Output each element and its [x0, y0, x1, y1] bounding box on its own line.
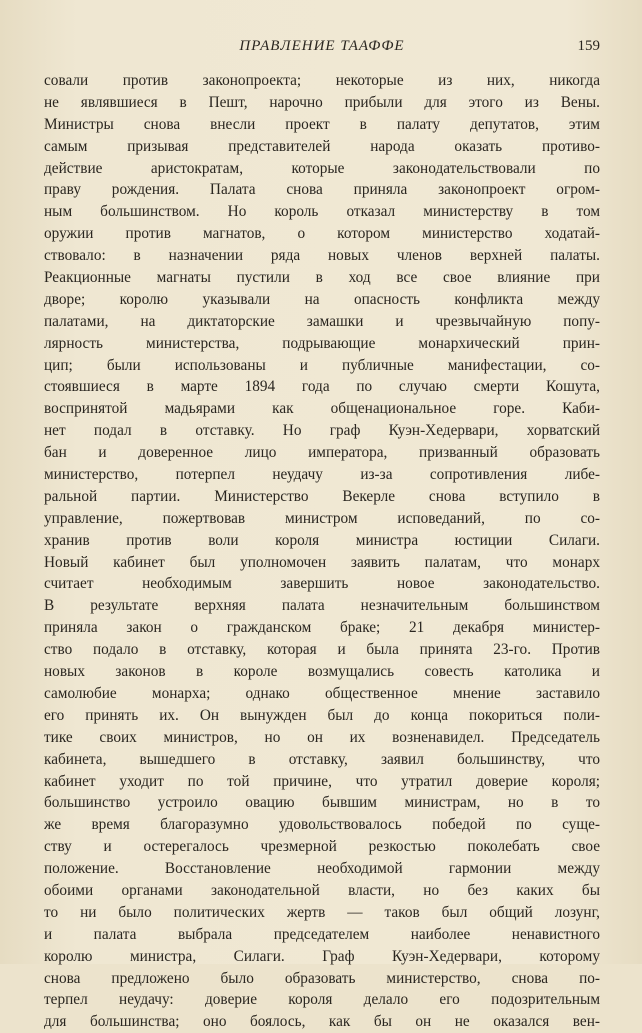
text-line: самолюбие монарха; однако общественное мнение заставило	[44, 684, 600, 702]
text-line: большинство устроило овацию бывшим министрам, но в то	[44, 794, 600, 812]
text-line: тике своих министров, но он их возненавидел. Председатель	[44, 728, 600, 746]
text-line: считает необходимым завершить новое законодательство.	[44, 575, 600, 593]
text-line: совали против законопроекта; некоторые из них, никогда	[44, 72, 600, 89]
text-line: министерство, потерпел неудачу из-за сопротивления либе-	[44, 466, 600, 484]
text-line: палатами, на диктаторские замашки и чрезвычайную попу-	[44, 312, 600, 330]
text-line: Министры снова внесли проект в палату депутатов, этим	[44, 115, 600, 133]
text-line: хранив против воли короля министра юстиции Силаги.	[44, 531, 600, 549]
text-line: В результате верхняя палата незначительным большинством	[44, 597, 600, 615]
text-line: стоявшиеся в марте 1894 года по случаю смерти Кошута,	[44, 378, 600, 396]
page-header	[44, 38, 600, 62]
page-number: 159	[577, 38, 600, 54]
text-line: Новый кабинет был уполномочен заявить палатам, что монарх	[44, 553, 600, 571]
text-line: и палата выбрала председателем наиболее ненавистного	[44, 925, 600, 943]
text-line: не являвшиеся в Пешт, нарочно прибыли для этого из Вены.	[44, 93, 600, 111]
text-line: приняла закон о гражданском браке; 21 декабря министер-	[44, 619, 600, 637]
text-line: его принять их. Он вынужден был до конца покориться поли-	[44, 706, 600, 724]
text-line: ствовало: в назначении ряда новых членов верхней палаты.	[44, 247, 600, 265]
text-line: бан и доверенное лицо императора, призванный образовать	[44, 444, 600, 462]
text-line: действие аристократам, которые законодательствовали по	[44, 159, 600, 177]
text-line: новых законов в короле возмущались совесть католика и	[44, 663, 600, 681]
body-text	[44, 70, 600, 1033]
text-line: самым призывая представителей народа оказать противо-	[44, 137, 600, 155]
text-line: королю министра, Силаги. Граф Куэн-Хедервари, которому	[44, 947, 600, 965]
text-line: терпел неудачу: доверие короля делало его подозрительным	[44, 991, 600, 1009]
text-line: оружии против магнатов, о котором министерство ходатай-	[44, 225, 600, 243]
text-line: то ни было политических жертв — таков был общий лозунг,	[44, 903, 600, 921]
text-line: кабинет уходит по той причине, что утратил доверие короля;	[44, 772, 600, 790]
text-line: кабинета, вышедшего в отставку, заявил большинству, что	[44, 750, 600, 768]
text-line: управление, пожертвовав министром исповеданий, по со-	[44, 509, 600, 527]
text-line: положение. Восстановление необходимой гармонии между	[44, 860, 600, 878]
text-line: дворе; королю указывали на опасность конфликта между	[44, 290, 600, 308]
text-line: снова предложено было образовать министерство, снова по-	[44, 969, 600, 987]
text-line: ству и остерегалось чрезмерной резкостью поколебать свое	[44, 838, 600, 856]
text-line: ство подало в отставку, которая и была принята 23-го. Против	[44, 641, 600, 659]
text-line: для большинства; оно боялось, как бы он не оказался вен-	[44, 1013, 600, 1031]
text-line: нет подал в отставку. Но граф Куэн-Хедервари, хорватский	[44, 422, 600, 440]
text-line: праву рождения. Палата снова приняла законопроект огром-	[44, 181, 600, 199]
text-line: же время благоразумно удовольствовалось победой по суще-	[44, 816, 600, 834]
text-line: обоими органами законодательной власти, но без каких бы	[44, 881, 600, 899]
running-title: ПРАВЛЕНИЕ ТААФФЕ	[239, 38, 405, 54]
text-line: ным большинством. Но король отказал министерству в том	[44, 203, 600, 221]
text-line: ральной партии. Министерство Векерле снова вступило в	[44, 487, 600, 505]
text-line: цип; были использованы и публичные манифестации, со-	[44, 356, 600, 374]
text-line: Реакционные магнаты пустили в ход все свое влияние при	[44, 269, 600, 287]
text-line: лярность министерства, подрывающие монархический прин-	[44, 334, 600, 352]
text-line: воспринятой мадьярами как общенациональное горе. Каби-	[44, 400, 600, 418]
